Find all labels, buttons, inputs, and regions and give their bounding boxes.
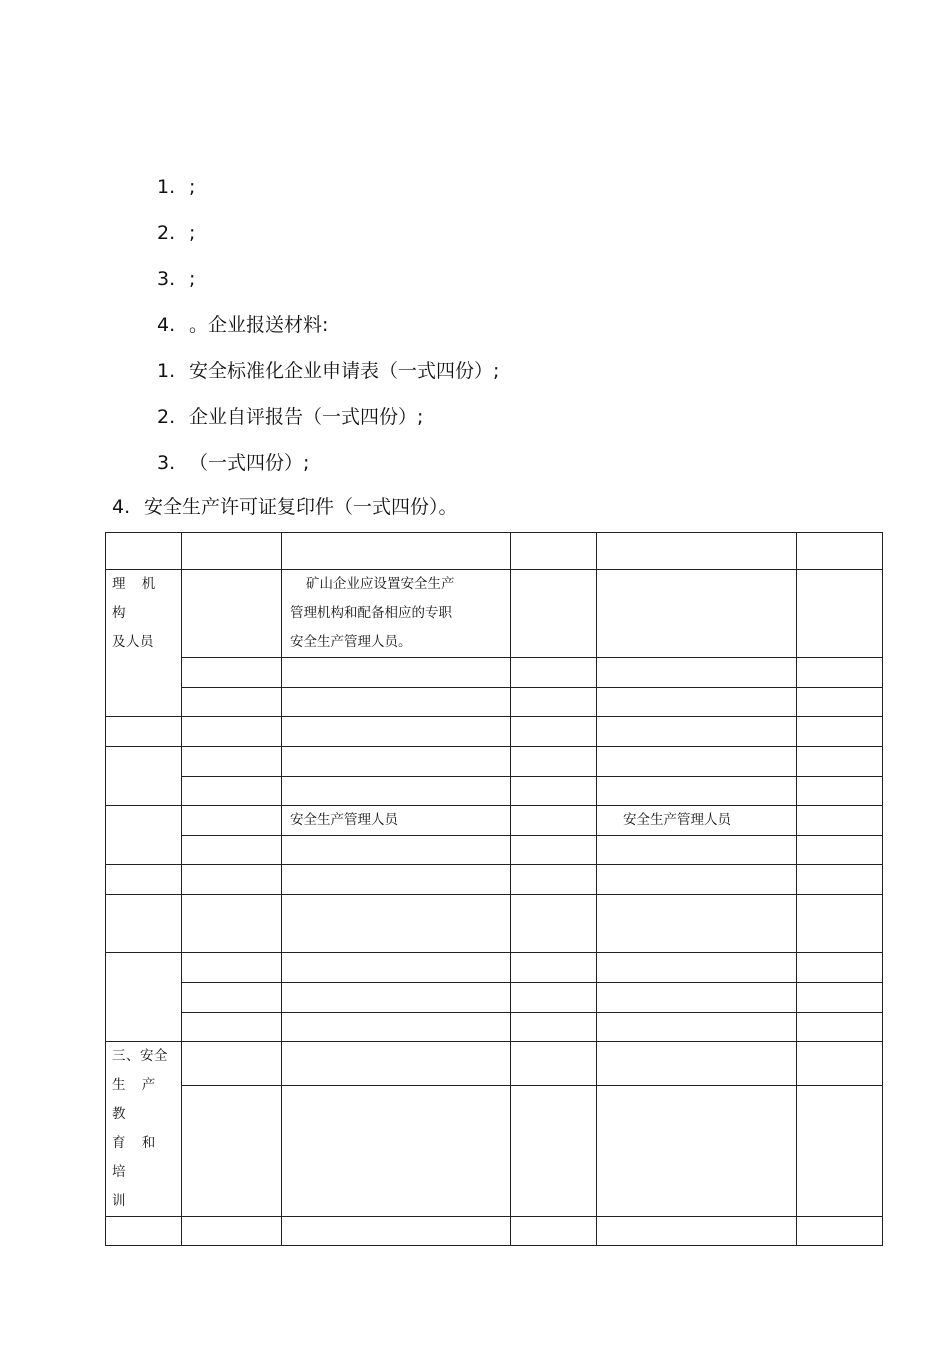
list-text: ; bbox=[189, 222, 196, 244]
table-cell bbox=[182, 1042, 282, 1086]
section-label-line: 及人员 bbox=[112, 634, 154, 650]
table-cell bbox=[182, 658, 282, 688]
table-cell bbox=[182, 570, 282, 658]
table-cell bbox=[182, 688, 282, 717]
table-cell bbox=[597, 688, 797, 717]
table-row bbox=[106, 570, 883, 658]
requirement-line: 矿山企业应设置安全生产 bbox=[306, 576, 455, 592]
table-cell bbox=[797, 953, 883, 983]
section-label-line: 理 机 构 bbox=[112, 576, 162, 621]
table-cell bbox=[797, 777, 883, 806]
list-item bbox=[157, 405, 423, 429]
table-cell bbox=[797, 865, 883, 895]
table-cell bbox=[282, 747, 511, 777]
list-text: 安全标准化企业申请表（一式四份）; bbox=[189, 360, 500, 382]
table-cell bbox=[511, 570, 597, 658]
table-cell bbox=[797, 895, 883, 953]
table-row bbox=[106, 717, 883, 747]
table-cell bbox=[282, 688, 511, 717]
table-cell bbox=[597, 953, 797, 983]
table-cell bbox=[106, 747, 182, 806]
table-cell bbox=[106, 806, 182, 865]
table-cell bbox=[182, 717, 282, 747]
list-item bbox=[157, 359, 499, 383]
table-cell bbox=[797, 533, 883, 570]
list-number: 3. bbox=[157, 452, 176, 474]
table-cell bbox=[797, 717, 883, 747]
table-cell bbox=[511, 717, 597, 747]
table-row bbox=[106, 658, 883, 688]
list-text: ; bbox=[189, 268, 196, 290]
table-row bbox=[106, 865, 883, 895]
table-cell bbox=[597, 747, 797, 777]
table-cell bbox=[597, 895, 797, 953]
table-cell bbox=[797, 836, 883, 865]
table-cell bbox=[106, 717, 182, 747]
table-cell bbox=[106, 1217, 182, 1246]
table-cell bbox=[282, 983, 511, 1013]
table-row bbox=[106, 806, 883, 836]
list-item bbox=[157, 313, 328, 337]
table-cell bbox=[282, 533, 511, 570]
table-cell bbox=[282, 1013, 511, 1042]
table-cell bbox=[511, 658, 597, 688]
table-cell bbox=[511, 1042, 597, 1086]
list-number: 2. bbox=[157, 222, 176, 244]
table-cell bbox=[797, 1042, 883, 1086]
table-cell bbox=[511, 865, 597, 895]
table-cell bbox=[182, 836, 282, 865]
table-cell bbox=[597, 806, 797, 836]
table-row bbox=[106, 953, 883, 983]
table-cell bbox=[282, 1042, 511, 1086]
table-cell bbox=[282, 865, 511, 895]
personnel-label: 安全生产管理人员 bbox=[290, 812, 398, 828]
table-cell bbox=[182, 1217, 282, 1246]
table-cell bbox=[182, 806, 282, 836]
table-cell bbox=[182, 533, 282, 570]
table-row bbox=[106, 1042, 883, 1086]
table-cell bbox=[597, 836, 797, 865]
table-cell bbox=[182, 983, 282, 1013]
table-cell bbox=[182, 1086, 282, 1217]
section-label-training bbox=[106, 1042, 182, 1217]
table-cell bbox=[106, 533, 182, 570]
table-cell bbox=[597, 865, 797, 895]
list-number: 2. bbox=[157, 406, 176, 428]
table-cell bbox=[282, 895, 511, 953]
section-label-line: 生 产 教 bbox=[112, 1077, 162, 1122]
table-cell bbox=[182, 865, 282, 895]
table-cell bbox=[282, 1217, 511, 1246]
table-cell bbox=[597, 777, 797, 806]
list-text: （一式四份）; bbox=[189, 452, 310, 474]
requirement-line: 管理机构和配备相应的专职 bbox=[290, 605, 452, 621]
table-cell bbox=[797, 688, 883, 717]
table-cell bbox=[106, 953, 182, 1042]
table-cell bbox=[797, 747, 883, 777]
requirement-cell bbox=[282, 570, 511, 658]
table-cell bbox=[597, 1013, 797, 1042]
table-cell bbox=[597, 533, 797, 570]
section-label-line: 育 和 培 bbox=[112, 1135, 162, 1180]
table-cell bbox=[597, 1217, 797, 1246]
table-cell bbox=[797, 570, 883, 658]
list-text: 安全生产许可证复印件（一式四份）。 bbox=[144, 496, 458, 518]
table-cell bbox=[511, 777, 597, 806]
table-cell bbox=[797, 1217, 883, 1246]
table-cell bbox=[182, 747, 282, 777]
table-row bbox=[106, 895, 883, 953]
table-cell bbox=[282, 777, 511, 806]
table-cell bbox=[511, 1217, 597, 1246]
table-cell bbox=[511, 747, 597, 777]
list-item bbox=[157, 451, 309, 475]
table-cell bbox=[797, 806, 883, 836]
table-cell bbox=[597, 1042, 797, 1086]
table-cell bbox=[597, 1086, 797, 1217]
requirement-line: 安全生产管理人员。 bbox=[290, 634, 412, 650]
list-item bbox=[157, 267, 195, 291]
table-row bbox=[106, 777, 883, 806]
personnel-label: 安全生产管理人员 bbox=[623, 812, 731, 828]
list-number: 4. bbox=[112, 496, 131, 518]
table-cell bbox=[511, 688, 597, 717]
table-cell bbox=[597, 717, 797, 747]
table-cell bbox=[511, 983, 597, 1013]
list-text: 。企业报送材料: bbox=[189, 314, 329, 336]
list-number: 1. bbox=[157, 176, 176, 198]
section-label-org bbox=[106, 570, 182, 717]
table-cell bbox=[182, 953, 282, 983]
table-cell bbox=[511, 953, 597, 983]
list-item bbox=[157, 221, 195, 245]
section-label-line: 三、安全 bbox=[112, 1048, 168, 1064]
table-row bbox=[106, 983, 883, 1013]
table-cell bbox=[511, 533, 597, 570]
list-number: 1. bbox=[157, 360, 176, 382]
table-row bbox=[106, 533, 883, 570]
table-cell bbox=[797, 658, 883, 688]
table-cell bbox=[106, 895, 182, 953]
table-cell bbox=[282, 1086, 511, 1217]
table-row bbox=[106, 1086, 883, 1217]
list-item bbox=[157, 175, 195, 199]
list-number: 4. bbox=[157, 314, 176, 336]
table-row bbox=[106, 836, 883, 865]
table-cell bbox=[797, 1013, 883, 1042]
table-row bbox=[106, 1013, 883, 1042]
list-text: 企业自评报告（一式四份）; bbox=[189, 406, 424, 428]
table-cell bbox=[511, 1013, 597, 1042]
table-cell bbox=[797, 1086, 883, 1217]
table-cell bbox=[106, 865, 182, 895]
table-cell bbox=[282, 658, 511, 688]
table-cell bbox=[182, 1013, 282, 1042]
list-item bbox=[112, 495, 458, 519]
table-cell bbox=[597, 570, 797, 658]
table-cell bbox=[511, 836, 597, 865]
table-cell bbox=[797, 983, 883, 1013]
table-cell bbox=[282, 953, 511, 983]
assessment-table bbox=[105, 532, 883, 1246]
table-row bbox=[106, 688, 883, 717]
list-number: 3. bbox=[157, 268, 176, 290]
table-cell bbox=[597, 658, 797, 688]
table-cell bbox=[182, 777, 282, 806]
table-cell bbox=[282, 717, 511, 747]
table-row bbox=[106, 747, 883, 777]
table-cell bbox=[511, 895, 597, 953]
table-cell bbox=[282, 806, 511, 836]
table-cell bbox=[511, 806, 597, 836]
table-row bbox=[106, 1217, 883, 1246]
table-cell bbox=[597, 983, 797, 1013]
table-cell bbox=[282, 836, 511, 865]
section-label-line: 训 bbox=[112, 1193, 126, 1209]
table-cell bbox=[182, 895, 282, 953]
table-cell bbox=[511, 1086, 597, 1217]
list-text: ; bbox=[189, 176, 196, 198]
